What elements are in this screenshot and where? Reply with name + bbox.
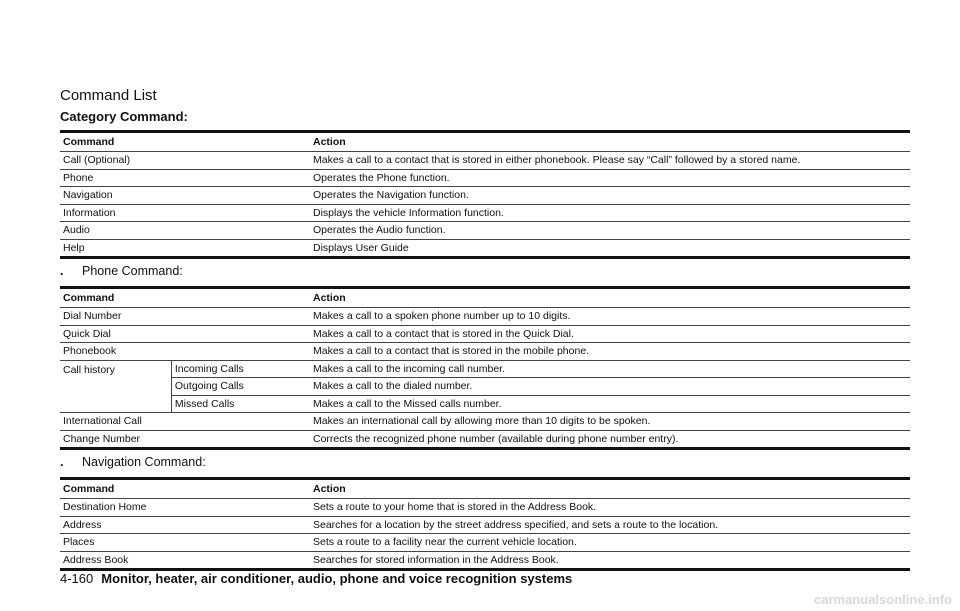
watermark-text: carmanualsonline.info (814, 592, 952, 607)
action-cell: Makes an international call by allowing more than 10 digits to be spoken. (310, 413, 910, 431)
table-row (60, 169, 910, 187)
command-cell: Quick Dial (60, 325, 310, 343)
action-cell: Corrects the recognized phone number (available during phone number entry). (310, 430, 910, 449)
action-cell: Makes a call to a spoken phone number up to 10 digits. (310, 308, 910, 326)
action-cell: Makes a call to the Missed calls number. (310, 395, 910, 413)
action-column-header: Action (310, 132, 910, 152)
table-row (60, 499, 910, 517)
command-cell: International Call (60, 413, 310, 431)
action-cell: Makes a call to the incoming call number. (310, 360, 910, 378)
table-row (60, 222, 910, 240)
table-row (60, 534, 910, 552)
table-row (60, 395, 910, 413)
command-cell: Destination Home (60, 499, 310, 517)
command-cell: Navigation (60, 187, 310, 205)
action-cell: Sets a route to a facility near the current vehicle location. (310, 534, 910, 552)
phone-command-heading-text: Phone Command: (82, 264, 183, 278)
action-cell: Displays the vehicle Information function. (310, 204, 910, 222)
action-cell: Searches for stored information in the Address Book. (310, 551, 910, 570)
command-cell: Address Book (60, 551, 310, 570)
table-row (60, 325, 910, 343)
call-history-sub-command: Outgoing Calls (171, 378, 310, 396)
page-footer (60, 571, 572, 586)
command-cell: Dial Number (60, 308, 310, 326)
table-row (60, 239, 910, 258)
call-history-cell: Call history (60, 360, 171, 413)
command-cell: Places (60, 534, 310, 552)
command-cell: Change Number (60, 430, 310, 449)
table-header-row (60, 288, 910, 308)
table-row (60, 551, 910, 570)
table-row (60, 360, 910, 378)
call-history-sub-command: Missed Calls (171, 395, 310, 413)
command-cell: Audio (60, 222, 310, 240)
table-row (60, 204, 910, 222)
table-row (60, 430, 910, 449)
table-row (60, 516, 910, 534)
action-cell: Makes a call to the dialed number. (310, 378, 910, 396)
action-cell: Makes a call to a contact that is stored in the mobile phone. (310, 343, 910, 361)
action-cell: Displays User Guide (310, 239, 910, 258)
action-cell: Operates the Audio function. (310, 222, 910, 240)
command-column-header: Command (60, 479, 310, 499)
bullet-mark: . (60, 455, 64, 469)
command-cell: Call (Optional) (60, 152, 310, 170)
footer-title: Monitor, heater, air conditioner, audio, phone and voice recognition systems (101, 571, 573, 586)
navigation-command-table (60, 477, 910, 571)
table-header-row (60, 132, 910, 152)
action-cell: Operates the Phone function. (310, 169, 910, 187)
action-cell: Makes a call to a contact that is stored in the Quick Dial. (310, 325, 910, 343)
command-cell: Phone (60, 169, 310, 187)
table-header-row (60, 479, 910, 499)
command-column-header: Command (60, 132, 310, 152)
action-cell: Searches for a location by the street address specified, and sets a route to the location. (310, 516, 910, 534)
command-cell: Help (60, 239, 310, 258)
action-cell: Makes a call to a contact that is stored in either phonebook. Please say “Call” followed by a stored name. (310, 152, 910, 170)
table-row (60, 187, 910, 205)
action-column-header: Action (310, 479, 910, 499)
navigation-command-heading (60, 455, 206, 469)
bullet-mark: . (60, 264, 64, 278)
command-cell: Phonebook (60, 343, 310, 361)
table-row (60, 378, 910, 396)
category-heading: Category Command: (60, 109, 188, 124)
command-cell: Information (60, 204, 310, 222)
section-title: Command List (60, 87, 157, 104)
page-number: 4-160 (60, 571, 94, 586)
call-history-sub-command: Incoming Calls (171, 360, 310, 378)
category-command-table (60, 130, 910, 259)
phone-command-table (60, 286, 910, 450)
action-cell: Operates the Navigation function. (310, 187, 910, 205)
table-row (60, 343, 910, 361)
table-row (60, 152, 910, 170)
command-cell: Address (60, 516, 310, 534)
command-column-header: Command (60, 288, 310, 308)
phone-command-heading (60, 264, 183, 278)
action-cell: Sets a route to your home that is stored in the Address Book. (310, 499, 910, 517)
action-column-header: Action (310, 288, 910, 308)
table-row (60, 308, 910, 326)
navigation-command-heading-text: Navigation Command: (82, 455, 206, 469)
table-row (60, 413, 910, 431)
